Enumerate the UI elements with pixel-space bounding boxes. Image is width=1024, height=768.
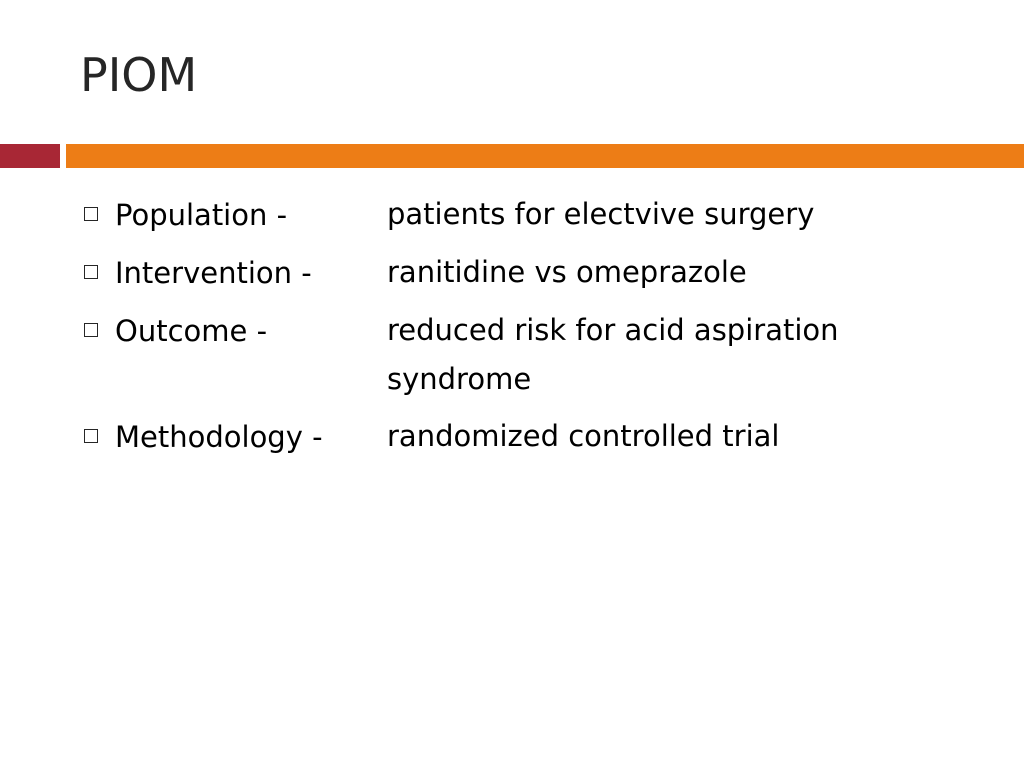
- bullet-term: Population -: [115, 198, 288, 232]
- accent-bar-right: [66, 144, 1024, 168]
- bullet-list: [84, 190, 984, 470]
- bullet-description: ranitidine vs omeprazole: [387, 255, 747, 289]
- accent-bar-left: [0, 144, 60, 168]
- hollow-square-bullet-icon: [84, 265, 98, 279]
- bullet-item-outcome: [84, 306, 984, 404]
- slide-title: PIOM: [80, 48, 198, 102]
- bullet-term: Methodology -: [115, 420, 323, 454]
- hollow-square-bullet-icon: [84, 323, 98, 337]
- bullet-term: Intervention -: [115, 256, 312, 290]
- bullet-item-methodology: [84, 412, 984, 462]
- bullet-description: patients for electvive surgery: [387, 197, 815, 231]
- bullet-item-intervention: [84, 248, 984, 298]
- hollow-square-bullet-icon: [84, 207, 98, 221]
- bullet-item-population: [84, 190, 984, 240]
- bullet-term: Outcome -: [115, 314, 268, 348]
- bullet-description: reduced risk for acid aspiration syndrome: [387, 313, 839, 396]
- bullet-description: randomized controlled trial: [387, 419, 780, 453]
- hollow-square-bullet-icon: [84, 429, 98, 443]
